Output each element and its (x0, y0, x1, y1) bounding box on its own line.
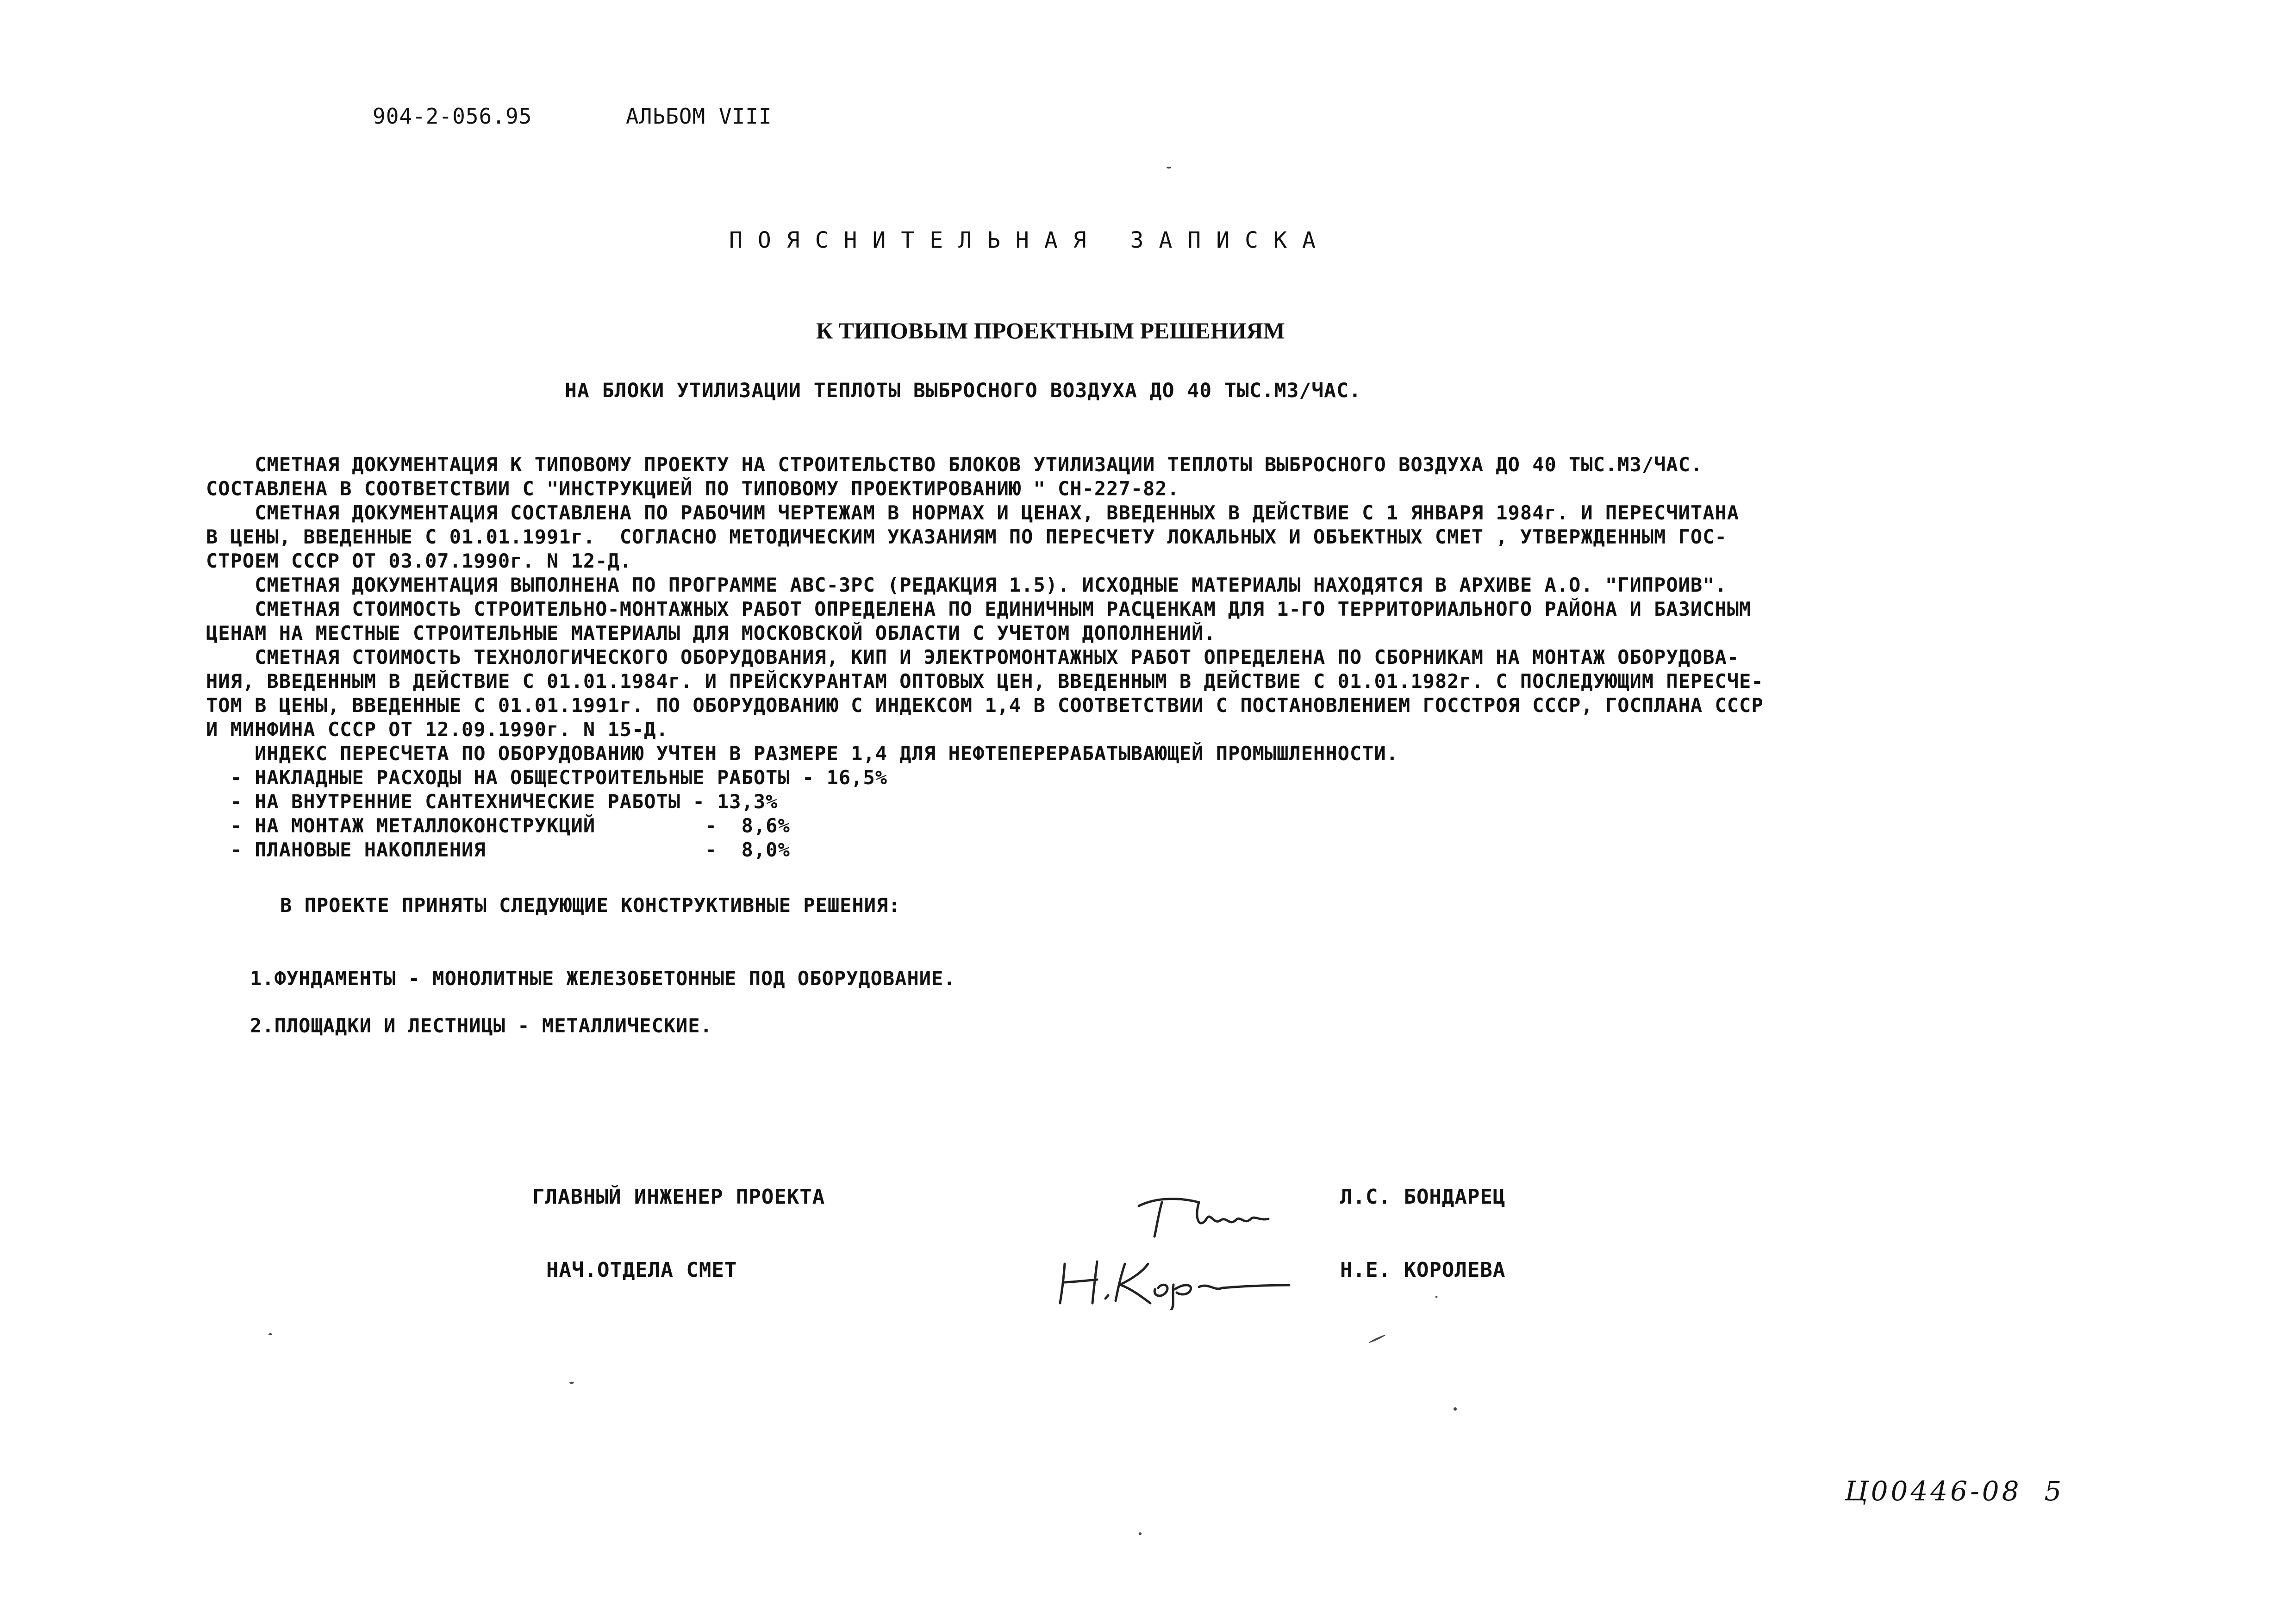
body-line: ИНДЕКС ПЕРЕСЧЕТА ПО ОБОРУДОВАНИЮ УЧТЕН В РАЗМЕРЕ 1,4 ДЛЯ НЕФТЕПЕРЕРАБАТЫВАЮЩЕЙ ПРОМЫШЛЕННОСТИ. (206, 742, 1399, 765)
body-line: СТРОЕМ СССР ОТ 03.07.1990г. N 12-Д. (206, 550, 632, 572)
body-line: СМЕТНАЯ СТОИМОСТЬ ТЕХНОЛОГИЧЕСКОГО ОБОРУДОВАНИЯ, КИП И ЭЛЕКТРОМОНТАЖНЫХ РАБОТ ОПРЕДЕЛЕНА ПО СБОРНИКАМ НА МОНТАЖ ОБОРУДОВА- (206, 646, 1740, 668)
page-title: ПОЯСНИТЕЛЬНАЯ ЗАПИСКА (729, 227, 1331, 253)
decision-item: 2.ПЛОЩАДКИ И ЛЕСТНИЦЫ - МЕТАЛЛИЧЕСКИЕ. (250, 1014, 712, 1037)
page-subtitle: К ТИПОВЫМ ПРОЕКТНЫМ РЕШЕНИЯМ (816, 318, 1285, 344)
album-label: АЛЬБОМ VIII (626, 104, 772, 129)
body-line: СМЕТНАЯ ДОКУМЕНТАЦИЯ К ТИПОВОМУ ПРОЕКТУ НА СТРОИТЕЛЬСТВО БЛОКОВ УТИЛИЗАЦИИ ТЕПЛОТЫ ВЫБРОСНОГО ВОЗДУХА ДО 40 ТЫС.М3/ЧАС. (206, 453, 1703, 476)
handwritten-signature-2 (1051, 1245, 1292, 1310)
signature-role: ГЛАВНЫЙ ИНЖЕНЕР ПРОЕКТА (532, 1185, 825, 1209)
signature-name: Л.С. БОНДАРЕЦ (1340, 1185, 1506, 1209)
body-line: ТОМ В ЦЕНЫ, ВВЕДЕННЫЕ С 01.01.1991г. ПО ОБОРУДОВАНИЮ С ИНДЕКСОМ 1,4 В СООТВЕТСТВИИ С ПОСТАНОВЛЕНИЕМ ГОССТРОЯ СССР, ГОСПЛАНА СССР (206, 694, 1764, 717)
body-line: ЦЕНАМ НА МЕСТНЫЕ СТРОИТЕЛЬНЫЕ МАТЕРИАЛЫ ДЛЯ МОСКОВСКОЙ ОБЛАСТИ С УЧЕТОМ ДОПОЛНЕНИЙ. (206, 622, 1216, 644)
document-code: 904-2-056.95 (373, 104, 532, 129)
decision-item: 1.ФУНДАМЕНТЫ - МОНОЛИТНЫЕ ЖЕЛЕЗОБЕТОННЫЕ ПОД ОБОРУДОВАНИЕ. (250, 967, 956, 990)
body-line: И МИНФИНА СССР ОТ 12.09.1990г. N 15-Д. (206, 718, 668, 741)
body-line: НИЯ, ВВЕДЕННЫМ В ДЕЙСТВИЕ С 01.01.1984г. И ПРЕЙСКУРАНТАМ ОПТОВЫХ ЦЕН, ВВЕДЕННЫМ В ДЕЙСТВИЕ С 01.01.1982г. С ПОСЛЕДУЮЩИМ ПЕРЕСЧЕ- (206, 670, 1764, 693)
body-line: - ПЛАНОВЫЕ НАКОПЛЕНИЯ - 8,0% (206, 838, 790, 861)
handwritten-archive-number: Ц00446-08 5 (1845, 1475, 2065, 1507)
decisions-intro: В ПРОЕКТЕ ПРИНЯТЫ СЛЕДУЮЩИЕ КОНСТРУКТИВНЫЕ РЕШЕНИЯ: (280, 894, 901, 917)
body-line: - НА МОНТАЖ МЕТАЛЛОКОНСТРУКЦИЙ - 8,6% (206, 814, 790, 837)
body-line: СМЕТНАЯ СТОИМОСТЬ СТРОИТЕЛЬНО-МОНТАЖНЫХ РАБОТ ОПРЕДЕЛЕНА ПО ЕДИНИЧНЫМ РАСЦЕНКАМ ДЛЯ 1-ГО ТЕРРИТОРИАЛЬНОГО РАЙОНА И БАЗИСНЫМ (206, 598, 1752, 620)
page-subtitle-secondary: НА БЛОКИ УТИЛИЗАЦИИ ТЕПЛОТЫ ВЫБРОСНОГО ВОЗДУХА ДО 40 ТЫС.М3/ЧАС. (565, 379, 1361, 402)
body-line: - НА ВНУТРЕННИЕ САНТЕХНИЧЕСКИЕ РАБОТЫ - 13,3% (206, 790, 778, 813)
signature-name: Н.Е. КОРОЛЕВА (1340, 1258, 1506, 1282)
body-line: СМЕТНАЯ ДОКУМЕНТАЦИЯ СОСТАВЛЕНА ПО РАБОЧИМ ЧЕРТЕЖАМ В НОРМАХ И ЦЕНАХ, ВВЕДЕННЫХ В ДЕЙСТВИЕ С 1 ЯНВАРЯ 1984г. И ПЕРЕСЧИТАНА (206, 501, 1740, 524)
body-line: СМЕТНАЯ ДОКУМЕНТАЦИЯ ВЫПОЛНЕНА ПО ПРОГРАММЕ АВС-3РС (РЕДАКЦИЯ 1.5). ИСХОДНЫЕ МАТЕРИАЛЫ НАХОДЯТСЯ В АРХИВЕ А.О. "ГИПРОИВ". (206, 574, 1727, 596)
body-line: - НАКЛАДНЫЕ РАСХОДЫ НА ОБЩЕСТРОИТЕЛЬНЫЕ РАБОТЫ - 16,5% (206, 766, 888, 789)
handwritten-signature-1 (1129, 1192, 1278, 1243)
body-line: В ЦЕНЫ, ВВЕДЕННЫЕ С 01.01.1991г. СОГЛАСНО МЕТОДИЧЕСКИМ УКАЗАНИЯМ ПО ПЕРЕСЧЕТУ ЛОКАЛЬНЫХ И ОБЪЕКТНЫХ СМЕТ , УТВЕРЖДЕННЫМ ГОС- (206, 525, 1727, 548)
body-line: СОСТАВЛЕНА В СООТВЕТСТВИИ С "ИНСТРУКЦИЕЙ ПО ТИПОВОМУ ПРОЕКТИРОВАНИЮ " СН-227-82. (206, 477, 1179, 500)
signature-role: НАЧ.ОТДЕЛА СМЕТ (546, 1258, 737, 1282)
